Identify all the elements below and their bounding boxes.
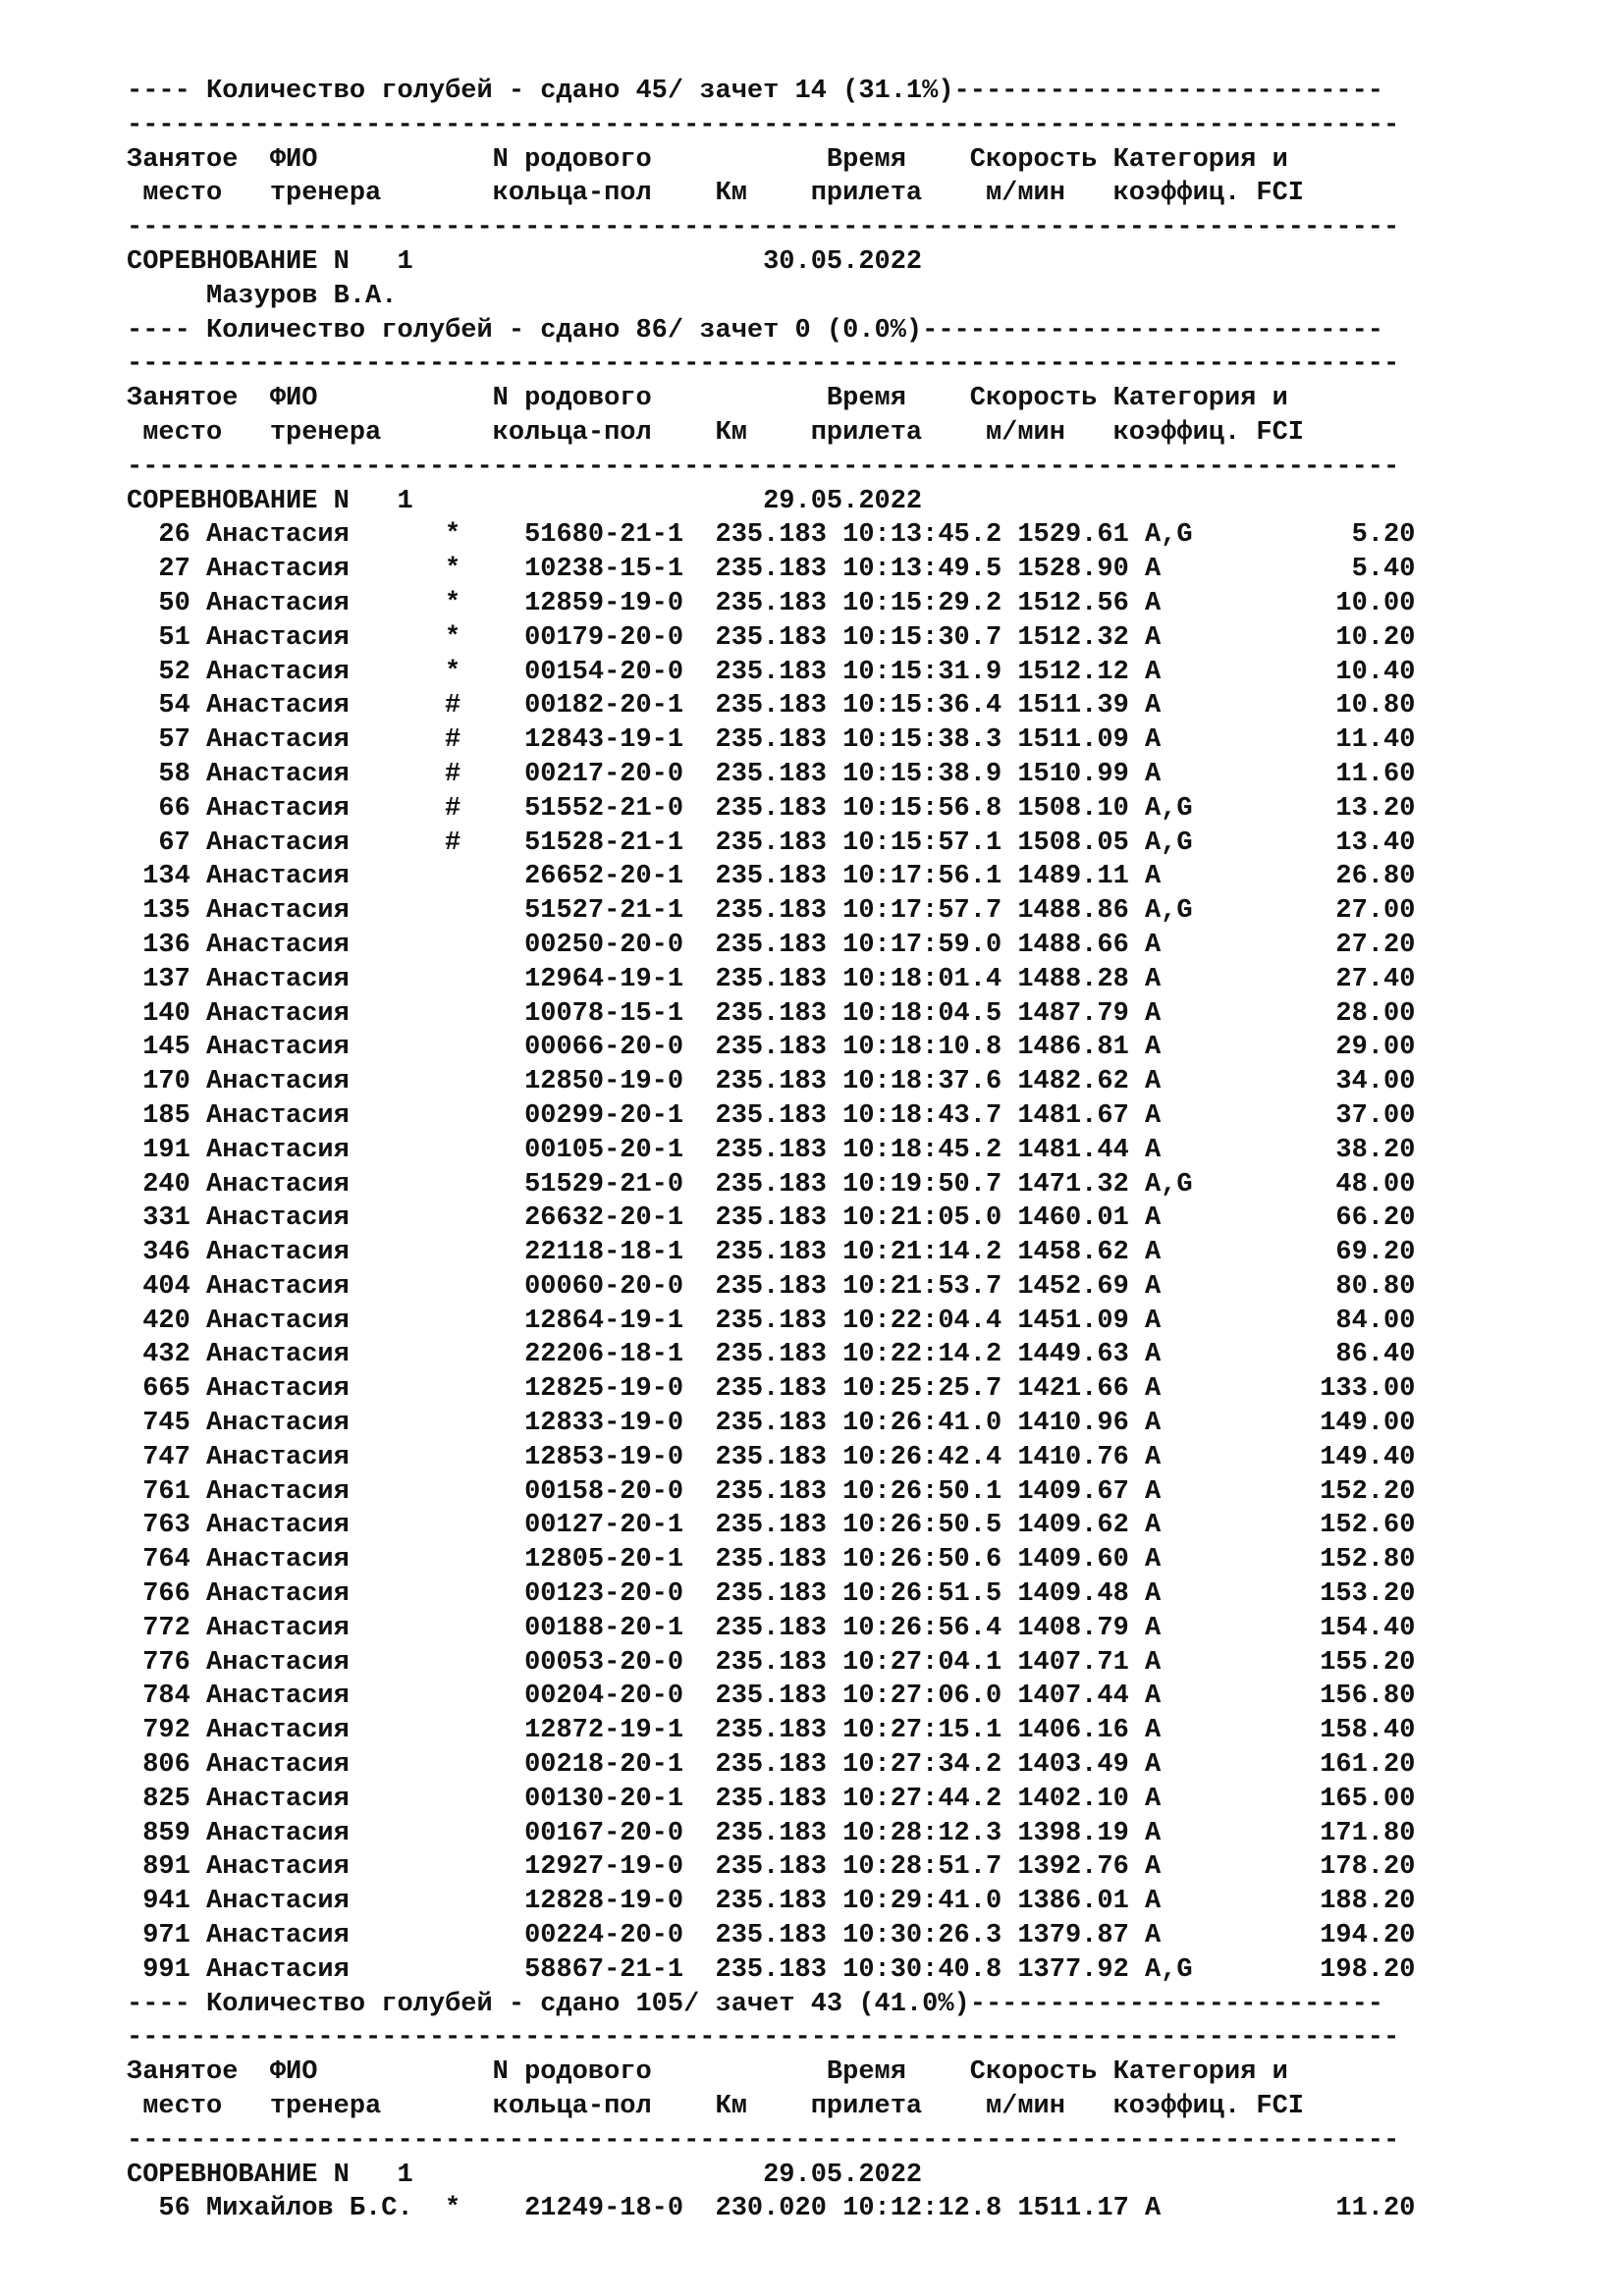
report-line: 764 Анастасия 12805-20-1 235.183 10:26:50.6 1409.60 A 152.80	[127, 1545, 1416, 1575]
report-line: Занятое ФИО N родового Время Скорость Категория и	[127, 144, 1288, 175]
report-line: 136 Анастасия 00250-20-0 235.183 10:17:59.0 1488.66 A 27.20	[127, 930, 1416, 960]
report-line: 137 Анастасия 12964-19-1 235.183 10:18:01.4 1488.28 A 27.40	[127, 964, 1416, 994]
report-line: 665 Анастасия 12825-19-0 235.183 10:25:25.7 1421.66 A 133.00	[127, 1374, 1416, 1405]
report-line: ---- Количество голубей - сдано 45/ зачет 14 (31.1%)---------------------------	[127, 77, 1384, 106]
report-line: 185 Анастасия 00299-20-1 235.183 10:18:43.7 1481.67 A 37.00	[127, 1100, 1416, 1131]
report-line: 784 Анастасия 00204-20-0 235.183 10:27:06.0 1407.44 A 156.80	[127, 1682, 1416, 1712]
report-line: СОРЕВНОВАНИЕ N 1 29.05.2022	[127, 2160, 923, 2190]
report-line: 54 Анастасия # 00182-20-1 235.183 10:15:36.4 1511.39 A 10.80	[127, 691, 1416, 721]
report-line: 859 Анастасия 00167-20-0 235.183 10:28:12.3 1398.19 A 171.80	[127, 1818, 1416, 1848]
report-line: 145 Анастасия 00066-20-0 235.183 10:18:10.8 1486.81 A 29.00	[127, 1033, 1416, 1063]
report-line: 66 Анастасия # 51552-21-0 235.183 10:15:56.8 1508.10 A,G 13.20	[127, 793, 1416, 824]
report-line: ---- Количество голубей - сдано 105/ зачет 43 (41.0%)--------------------------	[127, 1989, 1384, 2019]
report-line: 420 Анастасия 12864-19-1 235.183 10:22:04.4 1451.09 A 84.00	[127, 1306, 1416, 1336]
report-line: 50 Анастасия * 12859-19-0 235.183 10:15:29.2 1512.56 A 10.00	[127, 588, 1416, 618]
report-line: 763 Анастасия 00127-20-1 235.183 10:26:50.5 1409.62 A 152.60	[127, 1511, 1416, 1541]
report-line: 772 Анастасия 00188-20-1 235.183 10:26:56.4 1408.79 A 154.40	[127, 1613, 1416, 1643]
report-line: 331 Анастасия 26632-20-1 235.183 10:21:05.0 1460.01 A 66.20	[127, 1203, 1416, 1234]
report-line: 51 Анастасия * 00179-20-0 235.183 10:15:30.7 1512.32 A 10.20	[127, 622, 1416, 653]
report-line: 991 Анастасия 58867-21-1 235.183 10:30:40.8 1377.92 A,G 198.20	[127, 1954, 1416, 1985]
report-line: 766 Анастасия 00123-20-0 235.183 10:26:51.5 1409.48 A 153.20	[127, 1579, 1416, 1610]
report-line: Мазуров В.А.	[127, 281, 398, 311]
report-line: Занятое ФИО N родового Время Скорость Категория и	[127, 384, 1288, 414]
report-line: 52 Анастасия * 00154-20-0 235.183 10:15:31.9 1512.12 A 10.40	[127, 657, 1416, 687]
report-line: СОРЕВНОВАНИЕ N 1 29.05.2022	[127, 486, 923, 516]
report-line: 170 Анастасия 12850-19-0 235.183 10:18:37.6 1482.62 A 34.00	[127, 1067, 1416, 1097]
report-line: 745 Анастасия 12833-19-0 235.183 10:26:41.0 1410.96 A 149.00	[127, 1409, 1416, 1439]
report-line: 776 Анастасия 00053-20-0 235.183 10:27:04.1 1407.71 A 155.20	[127, 1647, 1416, 1678]
report-line: 806 Анастасия 00218-20-1 235.183 10:27:34.2 1403.49 A 161.20	[127, 1750, 1416, 1781]
report-line: место тренера кольца-пол Км прилета м/мин коэффиц. FCI	[127, 179, 1304, 209]
report-line: 27 Анастасия * 10238-15-1 235.183 10:13:49.5 1528.90 A 5.40	[127, 555, 1416, 585]
report-line: 792 Анастасия 12872-19-1 235.183 10:27:15.1 1406.16 A 158.40	[127, 1716, 1416, 1746]
report-line: --------------------------------------------------------------------------------	[127, 452, 1400, 482]
report-line: --------------------------------------------------------------------------------	[127, 2125, 1400, 2156]
report-line: --------------------------------------------------------------------------------	[127, 349, 1400, 380]
report-line: 140 Анастасия 10078-15-1 235.183 10:18:04.5 1487.79 A 28.00	[127, 998, 1416, 1029]
report-line: место тренера кольца-пол Км прилета м/мин коэффиц. FCI	[127, 417, 1304, 448]
report-line: 57 Анастасия # 12843-19-1 235.183 10:15:38.3 1511.09 A 11.40	[127, 725, 1416, 756]
report-line: 891 Анастасия 12927-19-0 235.183 10:28:51.7 1392.76 A 178.20	[127, 1852, 1416, 1883]
report-line: 747 Анастасия 12853-19-0 235.183 10:26:42.4 1410.76 A 149.40	[127, 1442, 1416, 1472]
report-line: 971 Анастасия 00224-20-0 235.183 10:30:26.3 1379.87 A 194.20	[127, 1921, 1416, 1951]
report-line: 346 Анастасия 22118-18-1 235.183 10:21:14.2 1458.62 A 69.20	[127, 1238, 1416, 1268]
report-line: 761 Анастасия 00158-20-0 235.183 10:26:50.1 1409.67 A 152.20	[127, 1476, 1416, 1507]
report-line: ---- Количество голубей - сдано 86/ зачет 0 (0.0%)-----------------------------	[127, 315, 1384, 346]
report-line: --------------------------------------------------------------------------------	[127, 2023, 1400, 2054]
report-line: место тренера кольца-пол Км прилета м/мин коэффиц. FCI	[127, 2092, 1304, 2122]
report-line: 825 Анастасия 00130-20-1 235.183 10:27:44.2 1402.10 A 165.00	[127, 1784, 1416, 1814]
report-line: 432 Анастасия 22206-18-1 235.183 10:22:14.2 1449.63 A 86.40	[127, 1340, 1416, 1370]
report-line: 67 Анастасия # 51528-21-1 235.183 10:15:57.1 1508.05 A,G 13.40	[127, 828, 1416, 858]
report-line: 191 Анастасия 00105-20-1 235.183 10:18:45.2 1481.44 A 38.20	[127, 1135, 1416, 1165]
report-line: СОРЕВНОВАНИЕ N 1 30.05.2022	[127, 246, 923, 277]
race-results-printout	[127, 75, 1592, 2226]
report-line: Занятое ФИО N родового Время Скорость Категория и	[127, 2057, 1288, 2088]
report-line: 58 Анастасия # 00217-20-0 235.183 10:15:38.9 1510.99 A 11.60	[127, 759, 1416, 789]
report-line: 404 Анастасия 00060-20-0 235.183 10:21:53.7 1452.69 A 80.80	[127, 1271, 1416, 1302]
report-line: 56 Михайлов Б.С. * 21249-18-0 230.020 10:12:12.8 1511.17 A 11.20	[127, 2194, 1416, 2224]
report-line: --------------------------------------------------------------------------------	[127, 213, 1400, 243]
report-line: 26 Анастасия * 51680-21-1 235.183 10:13:45.2 1529.61 A,G 5.20	[127, 520, 1416, 551]
report-line: 135 Анастасия 51527-21-1 235.183 10:17:57.7 1488.86 A,G 27.00	[127, 896, 1416, 927]
report-line: 941 Анастасия 12828-19-0 235.183 10:29:41.0 1386.01 A 188.20	[127, 1887, 1416, 1917]
report-line: --------------------------------------------------------------------------------	[127, 110, 1400, 140]
report-line: 240 Анастасия 51529-21-0 235.183 10:19:50.7 1471.32 A,G 48.00	[127, 1169, 1416, 1200]
report-line: 134 Анастасия 26652-20-1 235.183 10:17:56.1 1489.11 A 26.80	[127, 862, 1416, 892]
